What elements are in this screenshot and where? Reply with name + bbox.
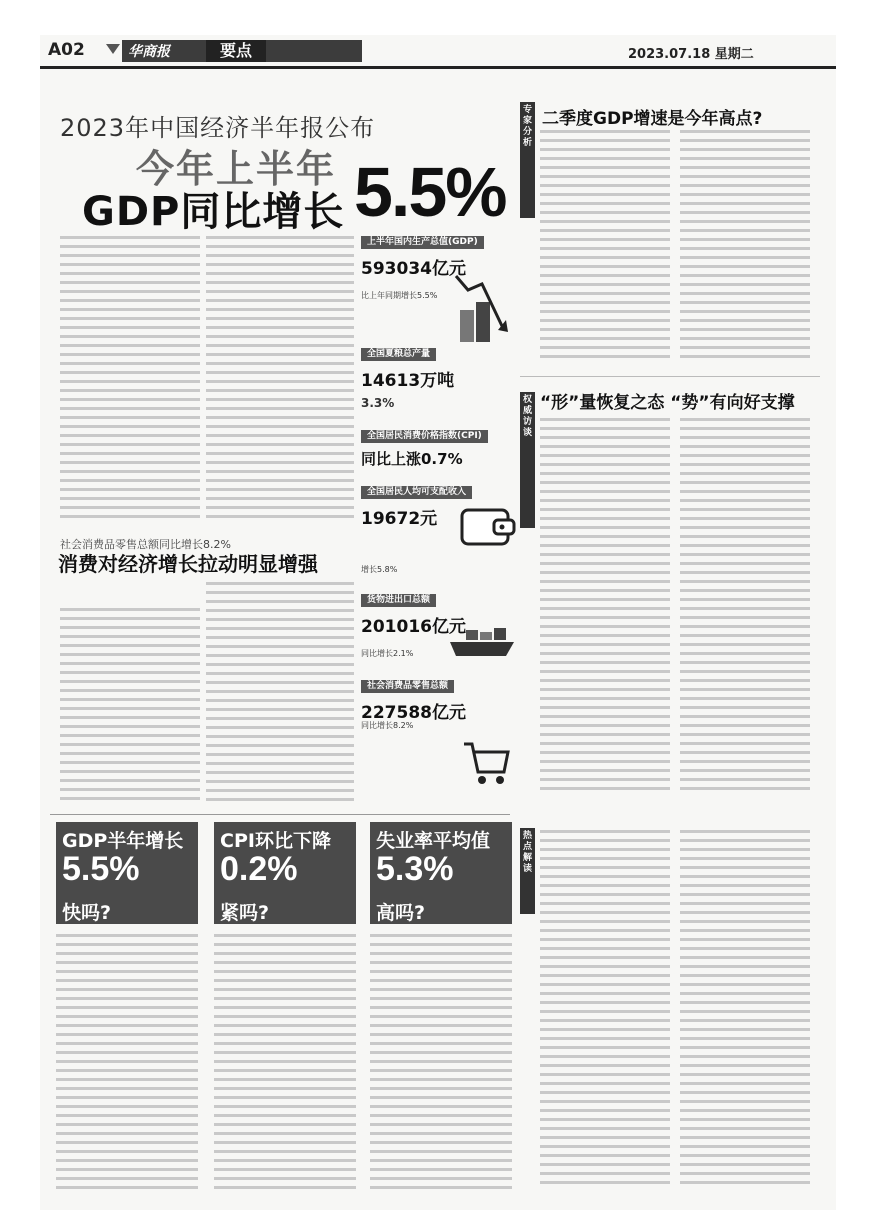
qbox-unemployment-title: 失业率平均值 <box>376 830 491 852</box>
bottom-article-col-2 <box>214 934 356 1204</box>
section-tag-interview: 权威访谈 <box>520 392 535 528</box>
stat-value-trade: 201016亿元 <box>361 617 466 637</box>
right-article-col-4 <box>680 418 810 808</box>
stat-note-gdp: 比上年同期增长5.5% <box>361 291 438 300</box>
sub-title: 消费对经济增长拉动明显增强 <box>58 552 318 576</box>
bottom-article-col-3 <box>370 934 512 1204</box>
shopping-cart-icon <box>462 740 512 788</box>
stat-label-gdp: 上半年国内生产总值(GDP) <box>361 236 484 249</box>
header-rule <box>40 66 836 69</box>
section-title: 要点 <box>206 40 266 62</box>
bottom-article-col-5 <box>680 830 810 1204</box>
stat-note-income: 增长5.8% <box>361 565 398 574</box>
qbox-cpi <box>214 822 356 924</box>
headline-kicker: 2023年中国经济半年报公布 <box>60 114 376 142</box>
section-tag-expert: 专家分析 <box>520 102 535 218</box>
bottom-divider <box>50 814 510 815</box>
wallet-icon <box>460 504 516 548</box>
stat-note-retail: 同比增长8.2% <box>361 721 414 730</box>
newspaper-logo: 华商报 <box>128 44 170 60</box>
stat-label-income: 全国居民人均可支配收入 <box>361 486 472 499</box>
stat-value-grain: 14613万吨 <box>361 371 455 391</box>
stat-label-retail: 社会消费品零售总额 <box>361 680 454 693</box>
qbox-cpi-value: 0.2% <box>220 850 298 888</box>
qbox-gdp <box>56 822 198 924</box>
article-column-2 <box>206 236 354 528</box>
right-article-col-2 <box>680 130 810 370</box>
gdp-growth-chart-icon <box>452 266 514 346</box>
section-tag-hot: 热点解读 <box>520 828 535 914</box>
stat-note-trade: 同比增长2.1% <box>361 649 414 658</box>
qbox-cpi-question: 紧吗? <box>220 902 270 924</box>
qbox-unemployment-question: 高吗? <box>376 902 426 924</box>
stat-label-trade: 货物进出口总额 <box>361 594 436 607</box>
cargo-ship-icon <box>446 626 516 662</box>
qbox-unemployment-value: 5.3% <box>376 850 454 888</box>
headline-percent: 5.5% <box>354 153 506 231</box>
stat-label-grain: 全国夏粮总产量 <box>361 348 436 361</box>
bottom-article-col-1 <box>56 934 198 1204</box>
qbox-cpi-title: CPI环比下降 <box>220 830 331 852</box>
article-column-3 <box>60 608 200 808</box>
headline-main: GDP同比增长 <box>82 189 345 235</box>
stat-value-cpi: 同比上涨0.7% <box>361 450 463 468</box>
stat-value-income: 19672元 <box>361 509 438 529</box>
stat-label-cpi: 全国居民消费价格指数(CPI) <box>361 430 488 443</box>
page-number: A02 <box>48 40 85 60</box>
right-divider <box>520 376 820 377</box>
stat-value-gdp: 593034亿元 <box>361 259 466 279</box>
headline-mid: 今年上半年 <box>136 147 337 191</box>
stat-note-grain: 3.3% <box>361 396 395 410</box>
qbox-gdp-value: 5.5% <box>62 850 140 888</box>
right-headline-1: 二季度GDP增速是今年高点? <box>542 109 763 129</box>
article-column-1 <box>60 236 200 528</box>
right-article-col-3 <box>540 418 670 808</box>
right-headline-2: “形”量恢复之态 “势”有向好支撑 <box>540 393 795 413</box>
bottom-article-col-4 <box>540 830 670 1204</box>
qbox-unemployment <box>370 822 512 924</box>
triangle-down-icon <box>106 44 120 54</box>
issue-date: 2023.07.18 星期二 <box>628 47 754 62</box>
qbox-gdp-question: 快吗? <box>62 902 112 924</box>
qbox-gdp-title: GDP半年增长 <box>62 830 184 852</box>
right-article-col-1 <box>540 130 670 370</box>
stat-value-retail: 227588亿元 <box>361 703 466 723</box>
sub-kicker: 社会消费品零售总额同比增长8.2% <box>60 538 231 551</box>
article-column-4 <box>206 582 354 808</box>
